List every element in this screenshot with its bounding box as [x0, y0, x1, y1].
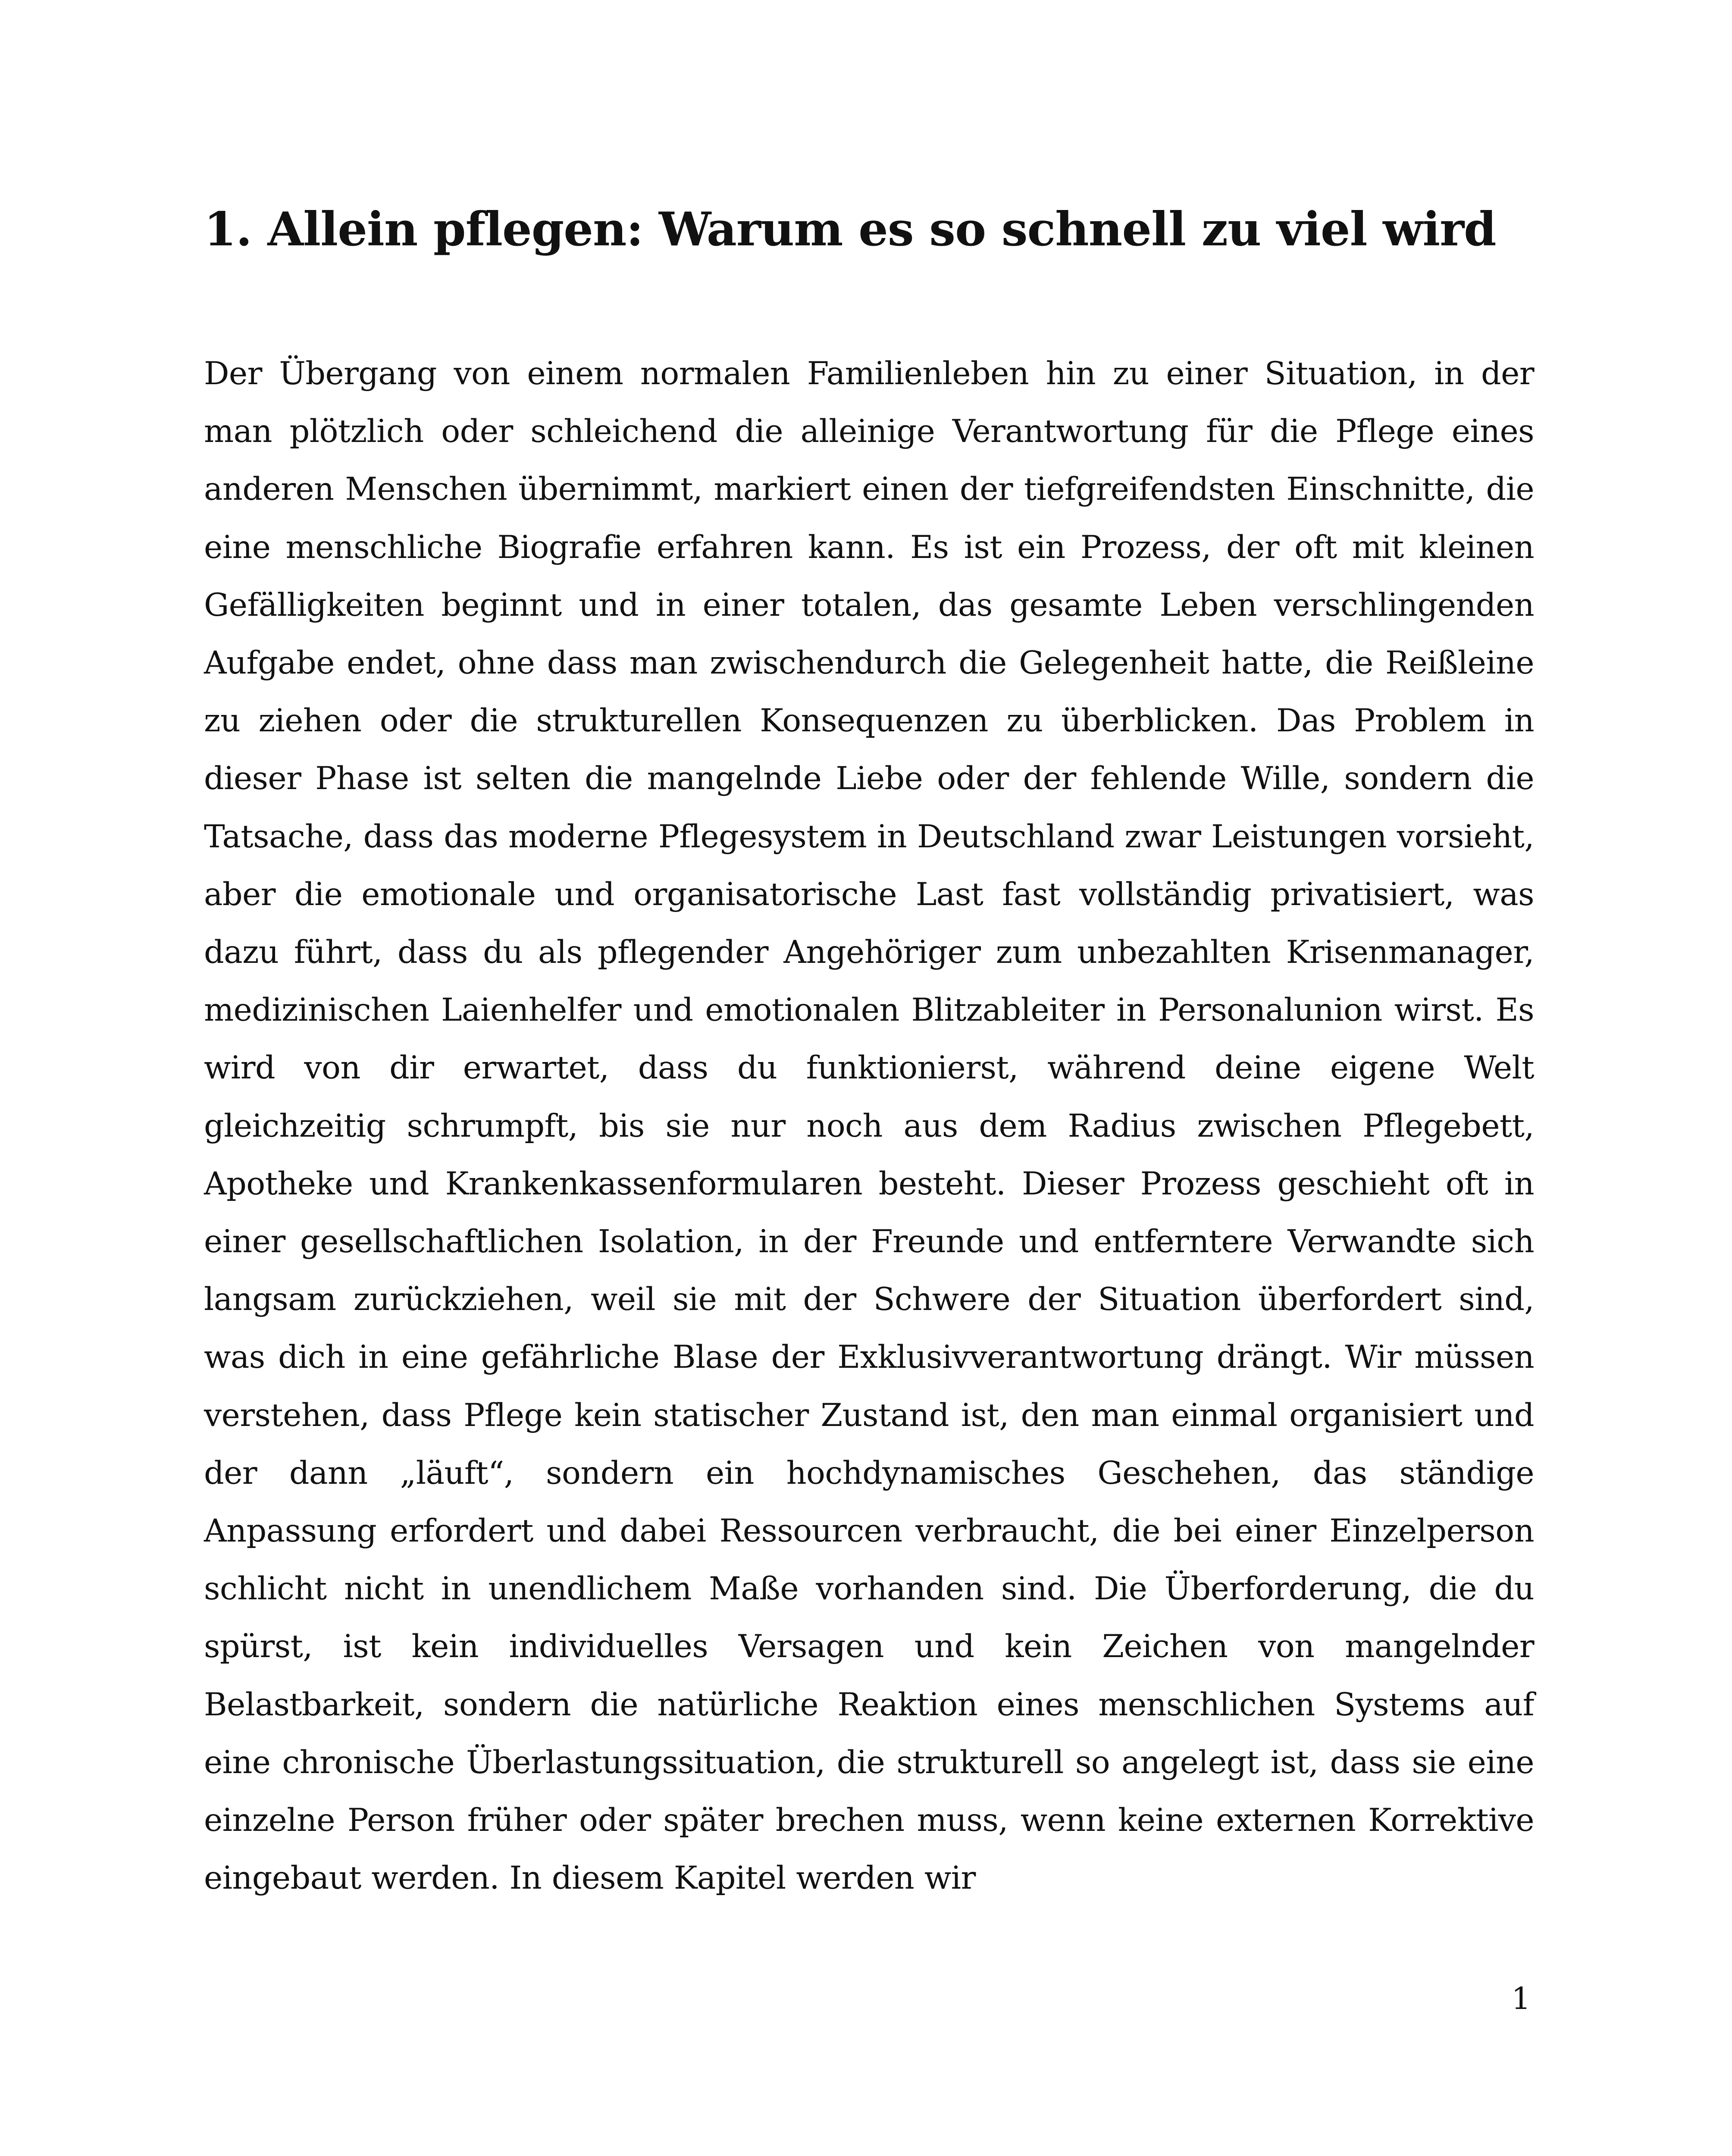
- page-number: 1: [1511, 1981, 1531, 2016]
- body-paragraph: Der Übergang von einem normalen Familienleben hin zu einer Situation, in der man plötzlich oder schleichend die alleinige Verantwortung für die Pflege eines anderen Menschen übernimmt, markiert einen der tiefgreifendsten Einschnitte, die eine menschliche Biografie erfahren kann. Es ist ein Prozess, der oft mit kleinen Gefälligkeiten beginnt und in einer totalen, das gesamte Leben verschlingenden Aufgabe endet, ohne dass man zwischendurch die Gelegenheit hatte, die Reißleine zu ziehen oder die strukturellen Konsequenzen zu überblicken. Das Problem in dieser Phase ist selten die mangelnde Liebe oder der fehlende Wille, sondern die Tatsache, dass das moderne Pflegesystem in Deutschland zwar Leistungen vorsieht, aber die emotionale und organisatorische Last fast vollständig privatisiert, was dazu führt, dass du als pflegender Angehöriger zum unbezahlten Krisenmanager, medizinischen Laienhelfer und emotionalen Blitzableiter in Personalunion wirst. Es wird von dir erwartet, dass du funktionierst, während deine eigene Welt gleichzeitig schrumpft, bis sie nur noch aus dem Radius zwischen Pflegebett, Apotheke und Krankenkassenformularen besteht. Dieser Prozess geschieht oft in einer gesellschaftlichen Isolation, in der Freunde und entferntere Verwandte sich langsam zurückziehen, weil sie mit der Schwere der Situation überfordert sind, was dich in eine gefährliche Blase der Exklusivverantwortung drängt. Wir müssen verstehen, dass Pflege kein statischer Zustand ist, den man einmal organisiert und der dann „läuft“, sondern ein hochdynamisches Geschehen, das ständige Anpassung erfordert und dabei Ressourcen verbraucht, die bei einer Einzelperson schlicht nicht in unendlichem Maße vorhanden sind. Die Überforderung, die du spürst, ist kein individuelles Versagen und kein Zeichen von mangelnder Belastbarkeit, sondern die natürliche Reaktion eines menschlichen Systems auf eine chronische Überlastungssituation, die strukturell so angelegt ist, dass sie eine einzelne Person früher oder später brechen muss, wenn keine externen Korrektive eingebaut werden. In diesem Kapitel werden wir: [204, 355, 1534, 1897]
- chapter-heading: 1. Allein pflegen: Warum es so schnell zu viel wird: [204, 202, 1496, 257]
